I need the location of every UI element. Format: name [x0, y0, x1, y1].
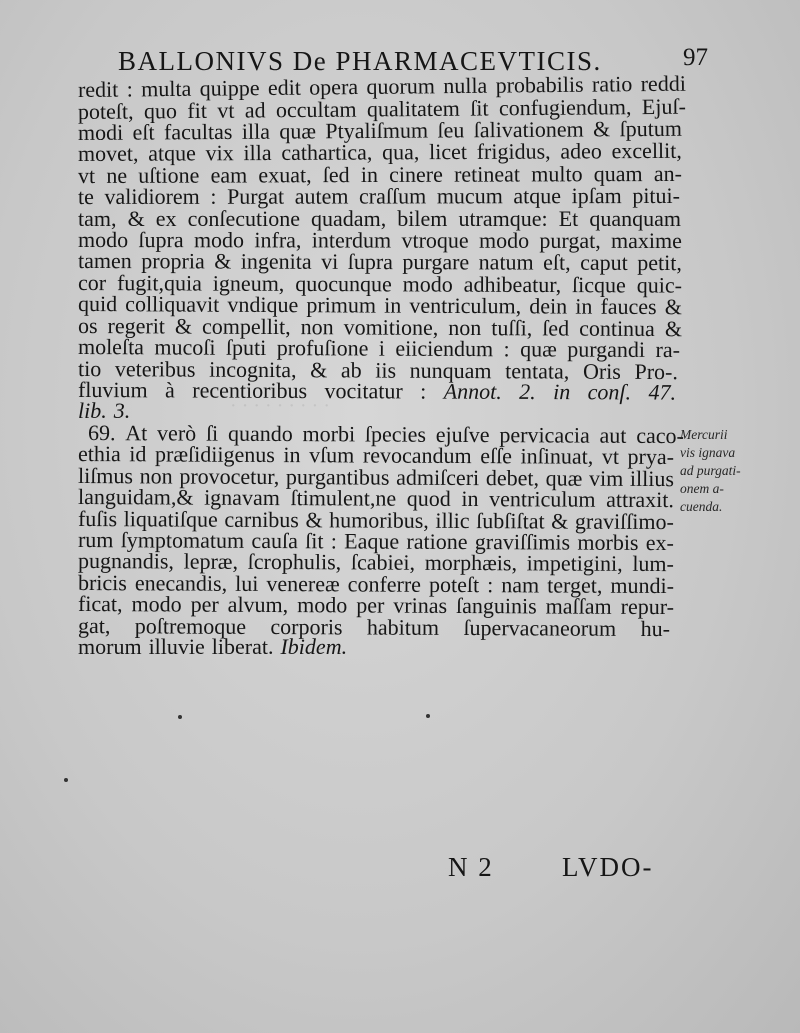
text-line: te validiorem : Purgat autem craſſum mucum atque ipſam pitui- — [77, 182, 681, 209]
signature-mark: N 2 — [448, 852, 494, 882]
text-line: lib. 3. — [78, 398, 131, 423]
text-line: ficat, modo per alvum, modo per vrinas ſanguinis maſſam repur- — [77, 591, 675, 620]
text-line: vt ne uſtione eam exuat, ſed in cinere retineat multo quam an- — [77, 160, 682, 188]
ink-speck — [64, 778, 68, 782]
text-line: moleſta mucoſi ſputi profuſione i eiiciendum : quæ purgandi ra- — [77, 334, 681, 363]
marginal-note-line: ad purgati- — [680, 463, 741, 478]
text-line: morum illuvie liberat. Ibidem. — [78, 634, 348, 659]
text-line: 69. At verò ſi quando morbi ſpecies ejuſve pervicacia aut caco- — [87, 420, 684, 449]
text-line: ethia id præſidiigenus in vſum revocandum eſſe inſinuat, vt prya- — [77, 441, 675, 470]
running-title: BALLONIVS De PHARMACEVTICIS. — [118, 46, 602, 76]
text-line: tam, & ex conſecutione quadam, bilem utramque: Et quanquam — [78, 206, 681, 231]
bleed-through-text: · · · · · · · · · — [230, 395, 330, 417]
page-number: 97 — [683, 44, 708, 71]
text-line: rum ſymptomatum cauſa ſit : Eaque ratione graviſſimis morbis ex- — [77, 527, 674, 556]
text-line: modo ſupra modo infra, interdum vtroque modo purgat, maxime — [77, 227, 682, 254]
marginal-note — [680, 426, 790, 516]
marginal-note-line: vis ignava — [680, 445, 736, 460]
text-line: movet, atque vix illa cathartica, qua, licet frigidus, adeo excellit, — [77, 137, 682, 166]
text-line: fluvium à recentioribus vocitatur : Annot. 2. in conſ. 47. — [77, 377, 677, 405]
ink-speck — [426, 714, 430, 718]
text-line: languidam,& ignavam ſtimulent,ne quod in ventriculum attraxit. — [77, 484, 675, 513]
text-line: quid colliquavit vndique primum in ventriculum, dein in fauces & — [77, 291, 682, 320]
text-line: gat, poſtremoque corporis habitum ſupervacaneorum hu- — [77, 613, 670, 642]
text-line: tamen propria & ingenita vi ſupra purgare natum eſt, caput petit, — [77, 248, 682, 276]
text-line: poteſt, quo fit vt ad occultam qualitatem ſit confugiendum, Ejuſ- — [77, 93, 686, 124]
text-line: cor fugit,quia igneum, quocunque modo adhibeatur, ſicque quic- — [77, 270, 683, 298]
text-line: pugnandis, lepræ, ſcrophulis, ſcabiei, morphæis, impetigini, lum- — [77, 548, 674, 577]
catchword: LVDO- — [562, 852, 654, 882]
text-line: fuſis liquatiſque carnibus & humoribus, illic ſubſiſtat & graviſſimo- — [77, 506, 674, 535]
text-line: os regerit & compellit, non vomitione, non tuſſi, ſed continua & — [77, 313, 683, 342]
text-line: bricis enecandis, lui venereæ conferre poteſt : nam terget, mundi- — [77, 570, 675, 599]
text-line: redit : multa quippe edit opera quorum nulla probabilis ratio reddi — [77, 70, 686, 102]
marginal-note-line: Mercurii — [680, 427, 728, 442]
text-line: modi eſt facultas illa quæ Ptyaliſmum ſeu ſalivationem & ſputum — [77, 115, 683, 145]
marginal-note-line: cuenda. — [680, 499, 723, 514]
ink-speck — [178, 715, 182, 719]
text-line: liſmus non provocetur, purgantibus admiſceri debet, quæ vim illius — [77, 463, 675, 492]
text-line: tio veteribus incognita, & ab iis nunquam tentata, Oris Pro-. — [77, 356, 678, 385]
marginal-note-line: onem a- — [680, 481, 724, 496]
